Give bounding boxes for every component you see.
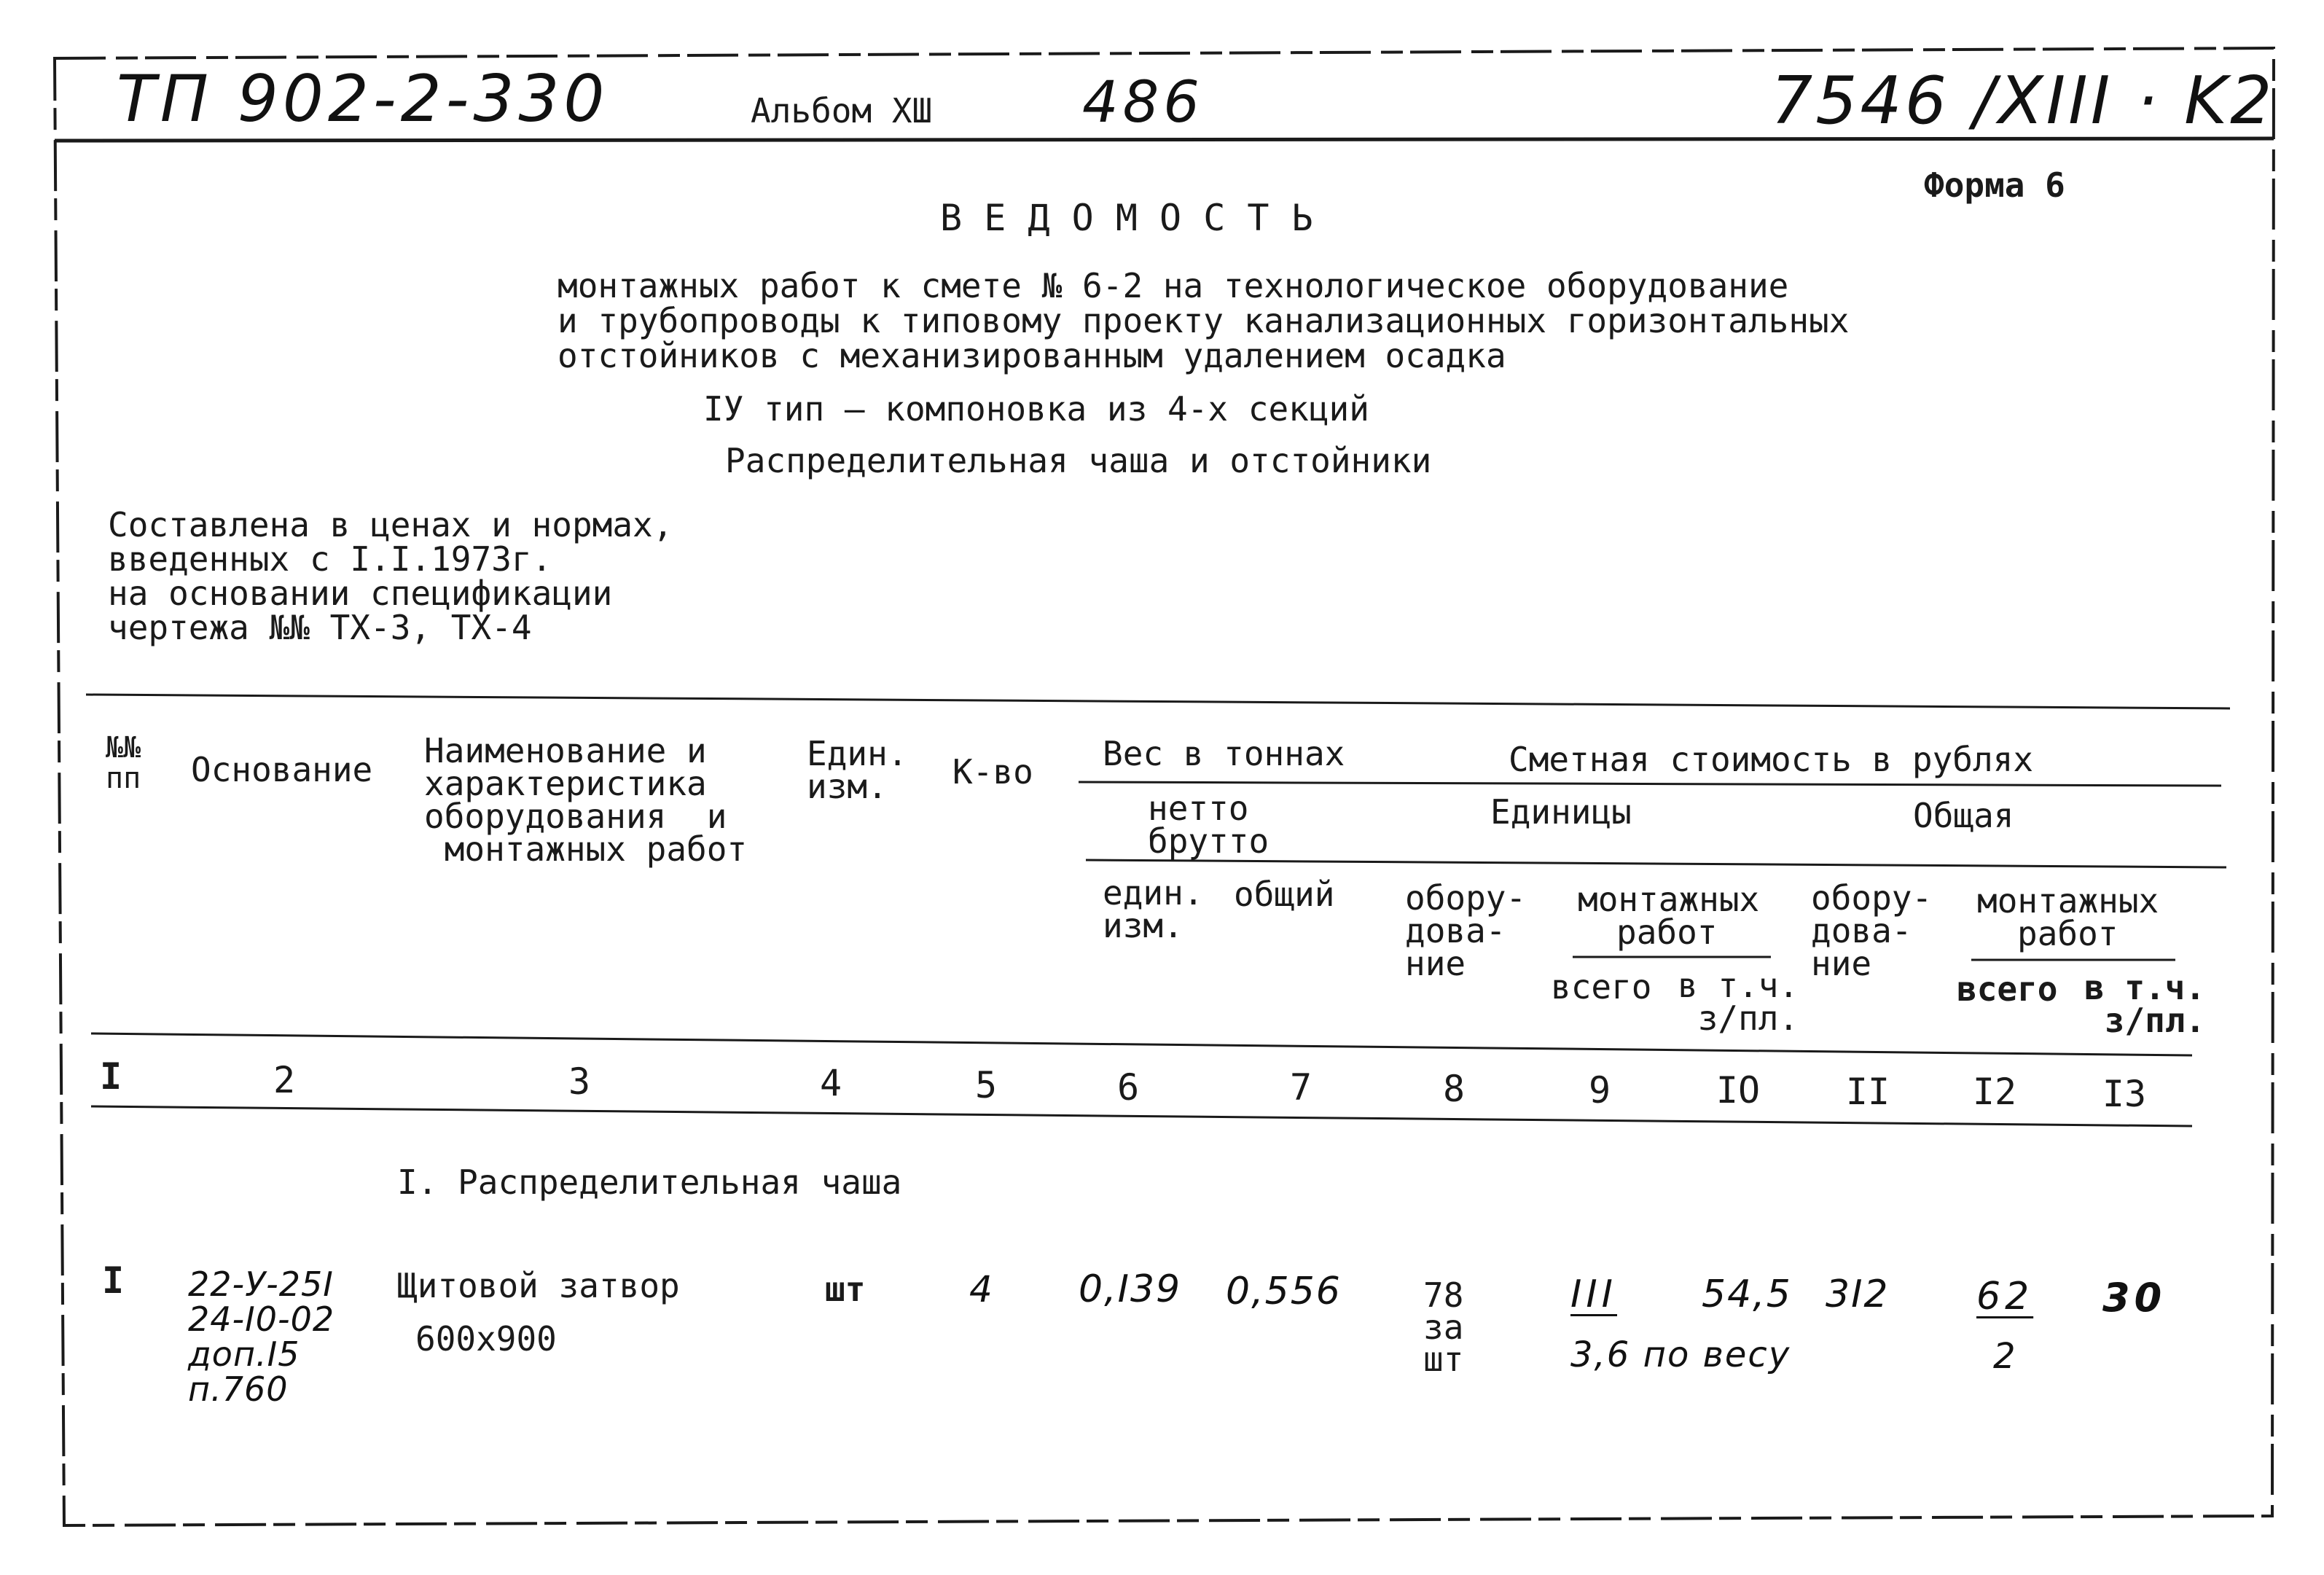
header-cost: Сметная стоимость в рублях xyxy=(1509,740,2034,779)
row-weight-unit: 0,I39 xyxy=(1079,1267,1182,1311)
project-code: ТП 902-2-330 xyxy=(117,61,609,136)
basis-note: Составлена в ценах и нормах, введенных с I.I.1973г. на основании спецификации чертежа №№ ТХ-3, ТХ-4 xyxy=(108,505,673,647)
document-subtitle: монтажных работ к смете № 6-2 на технологическое оборудование и трубопроводы к типовому проекту канализационных горизонтальных отстойников с механизированным удалением осадка xyxy=(557,266,1850,375)
header-weight-unit: един. изм. xyxy=(1103,873,1204,945)
header-bottom-rule xyxy=(91,1033,2192,1055)
colnum-3: 3 xyxy=(568,1060,591,1103)
object-line: Распределительная чаша и отстойники xyxy=(725,441,1432,480)
colnum-9: 9 xyxy=(1588,1069,1611,1111)
row-mount-total-wage: 30 xyxy=(2102,1275,2167,1321)
colnum-4: 4 xyxy=(819,1062,842,1104)
row-mount-total-all: 62 xyxy=(1976,1275,2034,1318)
colnum-1: I xyxy=(99,1055,122,1098)
colnum-8: 8 xyxy=(1442,1068,1466,1110)
form-label: Форма 6 xyxy=(1924,165,2065,205)
row-qty: 4 xyxy=(969,1268,997,1310)
header-weight-total: общий xyxy=(1234,875,1335,914)
header-total-cost: Общая xyxy=(1913,796,2014,835)
header-num: №№ пп xyxy=(106,731,141,795)
header-all-unit: всего xyxy=(1551,967,1652,1007)
document-title: В Е Д О М О С Т Ь xyxy=(940,197,1313,239)
header-equipment-unit: обору- дова- ние xyxy=(1405,878,1527,983)
section-title: I. Распределительная чаша xyxy=(397,1162,902,1202)
colnum-5: 5 xyxy=(974,1064,998,1106)
header-basis: Основание xyxy=(191,750,373,789)
row-equipment-total: 3I2 xyxy=(1826,1273,1890,1316)
header-unit-cost: Единицы xyxy=(1490,792,1632,832)
colnum-13: I3 xyxy=(2102,1073,2147,1115)
weight-rule xyxy=(1086,860,2226,867)
header-all-total: всего xyxy=(1957,969,2058,1009)
row-weight-total: 0,556 xyxy=(1226,1270,1342,1313)
document-code: 7546 /XIII · K2 xyxy=(1771,63,2275,139)
sheet-number: 486 xyxy=(1082,70,1204,136)
colnum-11: II xyxy=(1845,1071,1890,1113)
colnum-6: 6 xyxy=(1116,1066,1140,1109)
header-name: Наименование и характеристика оборудования и монтажных работ xyxy=(424,731,748,869)
header-mount-total: монтажных xyxy=(1977,881,2159,921)
row-mount-unit-all: III xyxy=(1570,1273,1618,1316)
row-mount-unit-wage: 54,5 xyxy=(1702,1273,1792,1316)
album-label: Альбом XШ xyxy=(751,91,933,130)
header-netto: нетто xyxy=(1148,789,1249,828)
header-incl-wage-unit: в т.ч. з/пл. xyxy=(1678,966,1799,1038)
row-basis: 22-У-25I 24-I0-02 доп.I5 п.760 xyxy=(188,1265,335,1409)
colnum-2: 2 xyxy=(273,1059,296,1101)
header-qty: К-во xyxy=(952,752,1033,792)
table-top-rule xyxy=(86,695,2230,708)
header-brutto: брутто xyxy=(1148,821,1269,861)
colnum-12: I2 xyxy=(1972,1071,2017,1113)
row-mount-total-sub: 2 xyxy=(1993,1336,2020,1377)
row-mount-unit-note: 3,6 по весу xyxy=(1570,1334,1791,1375)
colnum-7: 7 xyxy=(1289,1066,1312,1109)
header-mount-unit: монтажных xyxy=(1578,880,1760,919)
header-mount-total-works: работ xyxy=(2017,914,2118,953)
row-dimensions: 600х900 xyxy=(415,1319,557,1359)
row-unit: шт xyxy=(825,1270,866,1309)
header-incl-wage-total: в т.ч. з/пл. xyxy=(2084,968,2206,1040)
header-unit: Един. изм. xyxy=(807,734,908,806)
header-weight: Вес в тоннах xyxy=(1103,734,1345,773)
header-mount-unit-works: работ xyxy=(1616,912,1718,952)
row-num: I xyxy=(102,1259,125,1302)
type-line: IУ тип – компоновка из 4-х секций xyxy=(703,389,1369,429)
header-equipment-total: обору- дова- ние xyxy=(1811,878,1933,983)
row-equipment-unit-price: 78 за шт xyxy=(1423,1275,1464,1379)
row-name: Щитовой затвор xyxy=(397,1266,680,1305)
colnum-10: IO xyxy=(1715,1069,1761,1111)
cost-rule xyxy=(1079,782,2221,786)
